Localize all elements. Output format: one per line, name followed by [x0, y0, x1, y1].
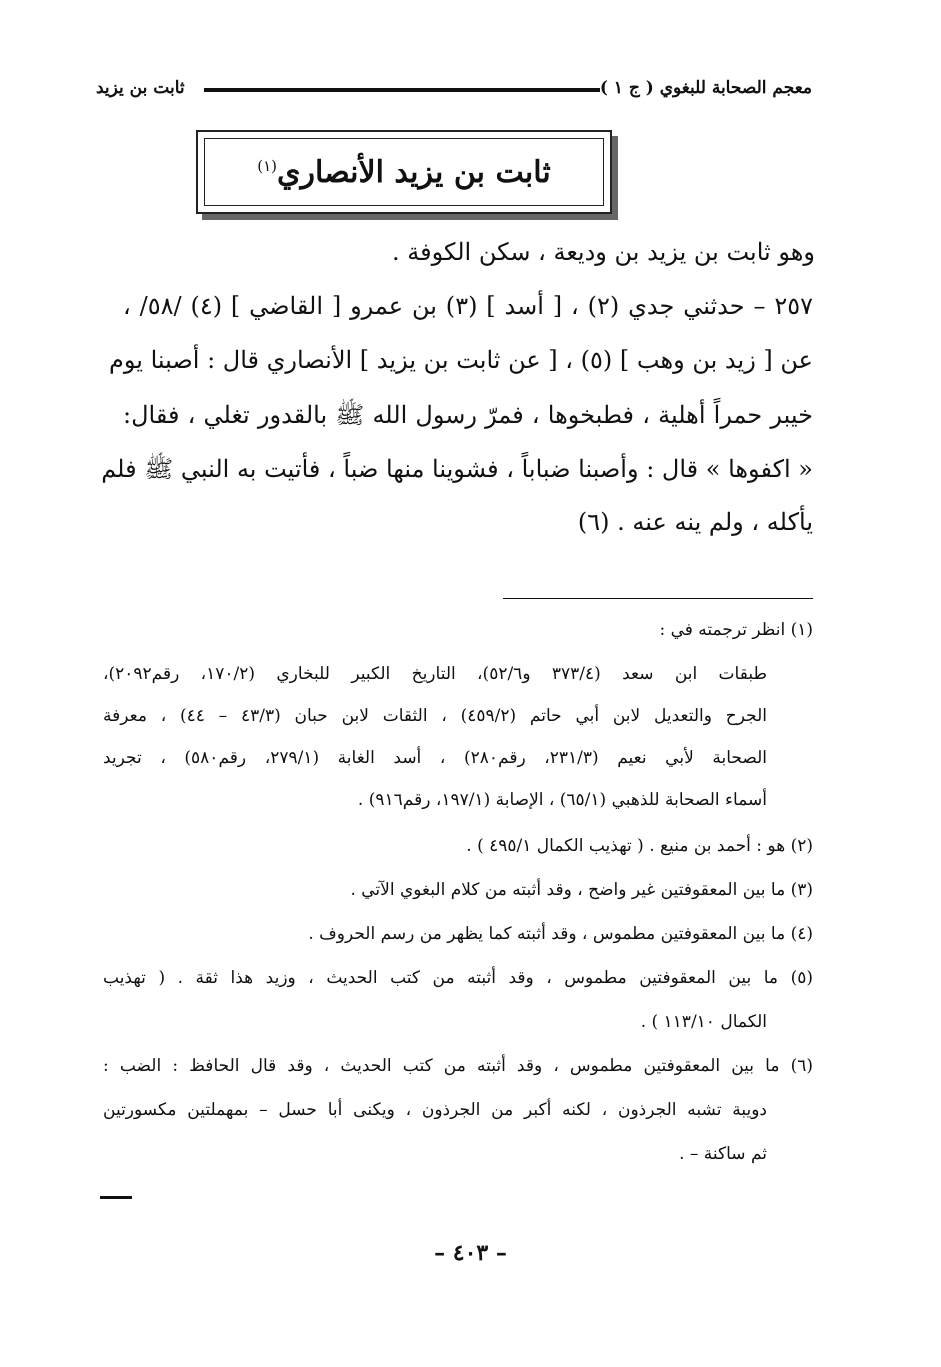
header-entry-name: ثابت بن يزيد — [96, 78, 185, 98]
body-line-1: وهو ثابت بن يزيد بن وديعة ، سكن الكوفة . — [391, 238, 815, 266]
end-dash-mark — [100, 1196, 132, 1199]
page-number: – ٤٠٣ – — [434, 1240, 507, 1266]
body-line-5: « اكفوها » قال : وأصبنا ضباباً ، فشوينا منها ضباً ، فأتيت به النبي ﷺ فلم — [101, 455, 813, 483]
header-book-title: معجم الصحابة للبغوي ( ج ١ ) — [599, 78, 812, 98]
footnote-1-line-4: الصحابة لأبي نعيم (٢٣١/٣، رقم٢٨٠) ، أسد الغابة (٢٧٩/١، رقم٥٨٠) ، تجريد — [103, 748, 768, 768]
entry-title — [257, 155, 551, 190]
footnote-6-line-2: دويبة تشبه الجرذون ، لكنه أكبر من الجرذون ، ويكنى أبا حسل – بمهملتين مكسورتين — [103, 1100, 767, 1120]
footnote-4: (٤) ما بين المعقوفتين مطموس ، وقد أثبته كما يظهر من رسم الحروف . — [308, 924, 813, 944]
body-line-2: ٢٥٧ – حدثني جدي (٢) ، [ أسد ] (٣) بن عمرو [ القاضي ] (٤) /٥٨/ ، — [123, 292, 814, 320]
entry-title-text: ثابت بن يزيد الأنصاري — [277, 154, 551, 190]
body-line-6: يأكله ، ولم ينه عنه . (٦) — [577, 508, 813, 536]
footnote-1-line-5: أسماء الصحابة للذهبي (٦٥/١) ، الإصابة (١٩٧/١، رقم٩١٦) . — [357, 790, 767, 810]
entry-title-box — [196, 130, 612, 214]
footnote-1-line-2: طبقات ابن سعد (٣٧٣/٤ و٥٢/٦)، التاريخ الكبير للبخاري (١٧٠/٢، رقم٢٠٩٢)، — [103, 664, 767, 684]
footnote-6: (٦) ما بين المعقوفتين مطموس ، وقد أثبته من كتب الحديث ، وقد قال الحافظ : الضب : — [103, 1056, 813, 1076]
footnote-divider — [503, 598, 813, 599]
body-line-3: عن [ زيد بن وهب ] (٥) ، [ عن ثابت بن يزيد ] الأنصاري قال : أصبنا يوم — [109, 346, 813, 374]
footnote-1: (١) انظر ترجمته في : — [659, 620, 813, 640]
running-header — [96, 78, 812, 102]
footnote-6-line-3: ثم ساكنة – . — [679, 1144, 767, 1164]
header-rule — [204, 88, 600, 92]
body-line-4: خيبر حمراً أهلية ، فطبخوها ، فمرّ رسول الله ﷺ بالقدور تغلي ، فقال: — [123, 401, 813, 429]
footnote-5-line-2: الكمال ١١٣/١٠ ) . — [640, 1012, 767, 1032]
footnote-2: (٢) هو : أحمد بن منيع . ( تهذيب الكمال ٤٩٥/١ ) . — [466, 836, 813, 856]
entry-title-note: (١) — [257, 156, 278, 175]
footnote-3: (٣) ما بين المعقوفتين غير واضح ، وقد أثبته من كلام البغوي الآتي . — [350, 880, 813, 900]
footnote-1-line-3: الجرح والتعديل لابن أبي حاتم (٤٥٩/٢) ، الثقات لابن حبان (٤٣/٣ – ٤٤) ، معرفة — [103, 706, 767, 726]
footnote-5: (٥) ما بين المعقوفتين مطموس ، وقد أثبته من كتب الحديث ، وزيد هذا ثقة . ( تهذيب — [103, 968, 813, 988]
